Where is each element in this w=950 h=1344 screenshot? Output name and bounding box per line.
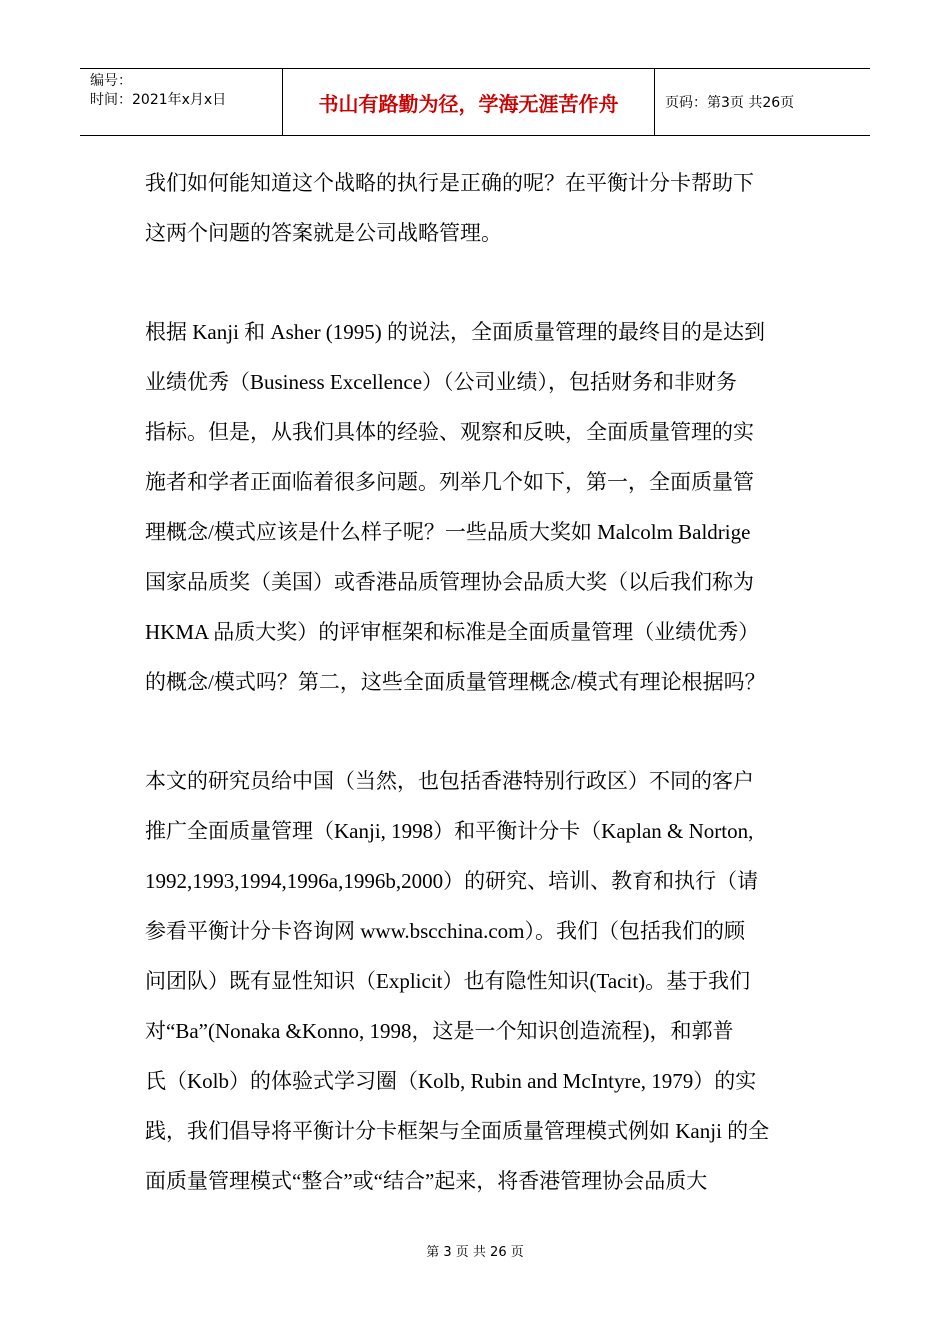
text-line: 参看平衡计分卡咨询网 www.bscchina.com）。我们（包括我们的顾 xyxy=(145,919,746,943)
text-line: 的概念/模式吗？第二，这些全面质量管理概念/模式有理论根据吗？ xyxy=(145,670,766,694)
text-line: 本文的研究员给中国（当然，也包括香港特别行政区）不同的客户 xyxy=(145,769,754,793)
document-body xyxy=(145,158,810,1206)
text-line: 理概念/模式应该是什么样子呢？一些品质大奖如 Malcolm Baldrige xyxy=(145,520,751,544)
text-line: 1992,1993,1994,1996a,1996b,2000）的研究、培训、教育和执行（请 xyxy=(145,869,759,893)
text-line: 施者和学者正面临着很多问题。列举几个如下，第一，全面质量管 xyxy=(145,470,754,494)
header-motto: 书山有路勤为径，学海无涯苦作舟 xyxy=(282,69,655,135)
document-number-label: 编号： xyxy=(90,73,132,89)
text-line: 我们如何能知道这个战略的执行是正确的呢？在平衡计分卡帮助下 xyxy=(145,171,754,195)
page-footer: 第 3 页 共 26 页 xyxy=(426,1245,524,1260)
header-page-info: 页码：第3页 共26页 xyxy=(665,95,795,111)
text-line: 面质量管理模式“整合”或“结合”起来，将香港管理协会品质大 xyxy=(145,1169,708,1193)
paragraph-3 xyxy=(145,756,810,1206)
paragraph-1 xyxy=(145,158,810,258)
text-line: 氏（Kolb）的体验式学习圈（Kolb, Rubin and McIntyre, 1979）的实 xyxy=(145,1069,757,1093)
page-header xyxy=(80,68,870,136)
text-line: 业绩优秀（Business Excellence）（公司业绩），包括财务和非财务 xyxy=(145,370,738,394)
paragraph-gap xyxy=(145,707,810,756)
paragraph-gap xyxy=(145,258,810,307)
document-date-label: 时间：2021年x月x日 xyxy=(90,92,227,108)
text-line: 国家品质奖（美国）或香港品质管理协会品质大奖（以后我们称为 xyxy=(145,570,754,594)
text-line: 这两个问题的答案就是公司战略管理。 xyxy=(145,221,502,245)
text-line: 践，我们倡导将平衡计分卡框架与全面质量管理模式例如 Kanji 的全 xyxy=(145,1119,770,1143)
text-line: 问团队）既有显性知识（Explicit）也有隐性知识(Tacit)。基于我们 xyxy=(145,969,751,993)
text-line: 对“Ba”(Nonaka &Konno, 1998，这是一个知识创造流程)，和郭普 xyxy=(145,1019,734,1043)
text-line: HKMA 品质大奖）的评审框架和标准是全面质量管理（业绩优秀） xyxy=(145,620,760,644)
text-line: 推广全面质量管理（Kanji, 1998）和平衡计分卡（Kaplan & Norton, xyxy=(145,819,754,843)
text-line: 指标。但是，从我们具体的经验、观察和反映，全面质量管理的实 xyxy=(145,420,754,444)
text-line: 根据 Kanji 和 Asher (1995) 的说法，全面质量管理的最终目的是达到 xyxy=(145,320,766,344)
header-left-cell xyxy=(80,69,282,135)
paragraph-2 xyxy=(145,307,810,707)
